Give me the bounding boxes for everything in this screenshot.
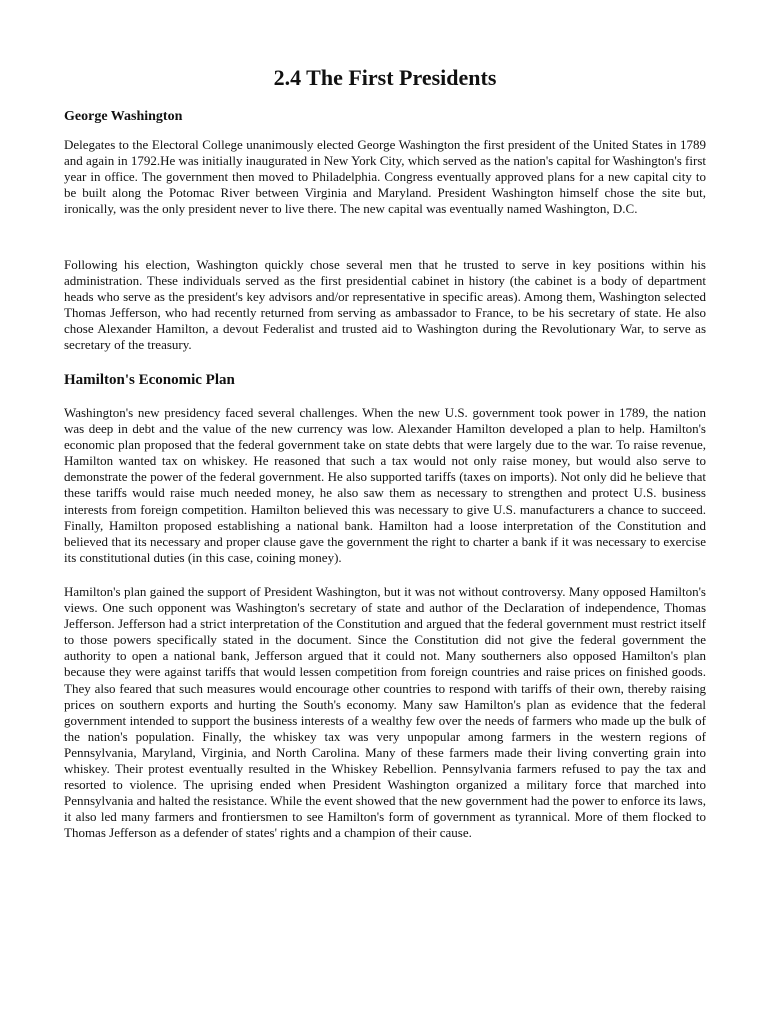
page-title: 2.4 The First Presidents	[273, 65, 497, 90]
paragraph-hamilton-1: Washington's new presidency faced several challenges. When the new U.S. government took power in 1789, the nation was deep in debt and the value of the new currency was low. Alexander Hamilton developed a plan to help. Hamilton's economic plan proposed that the federal government take on state debts that were largely due to the war. To raise revenue, Hamilton wanted tax on whiskey. He reasoned that such a tax would not only raise money, but would also serve to demonstrate the power of the federal government. He also supported tariffs (taxes on imports). Not only did he believe that these tariffs would raise much needed money, he also saw them as necessary to strengthen and protect U.S. business interests from foreign competition. Hamilton believed this was necessary to give U.S. manufacturers a chance to succeed. Finally, Hamilton proposed establishing a national bank. Hamilton had a loose interpretation of the Constitution and believed that its necessary and proper clause gave the government the right to charter a bank if it was necessary to exercise its constitutional duties (in this case, coining money).	[64, 405, 706, 565]
section-heading-hamilton: Hamilton's Economic Plan	[64, 372, 235, 388]
paragraph-washington-1: Delegates to the Electoral College unanimously elected George Washington the first president of the United States in 1789 and again in 1792.He was initially inaugurated in New York City, which served as the nation's capital for Washington's first year in office. The government then moved to Philadelphia. Congress eventually approved plans for a new capital city to be built along the Potomac River between Virginia and Maryland. President Washington himself chose the site but, ironically, was the only president never to live there. The new capital was eventually named Washington, D.C.	[64, 137, 706, 217]
paragraph-hamilton-2: Hamilton's plan gained the support of President Washington, but it was not without controversy. Many opposed Hamilton's views. One such opponent was Washington's secretary of state and author of the Declaration of independence, Thomas Jefferson. Jefferson had a strict interpretation of the Constitution and argued that the federal government must restrict itself to those powers specifically stated in the document. Since the Constitution did not give the federal government the authority to open a national bank, Jefferson argued that it could not. Many southerners also opposed Hamilton's plan because they were against tariffs that would lessen competition from foreign countries and raise prices on finished goods. They also feared that such measures would encourage other countries to respond with tariffs of their own, thereby raising prices on southern exports and hurting the South's economy. Many saw Hamilton's plan as evidence that the federal government intended to support the business interests of a wealthy few over the needs of farmers who made up the bulk of the nation's population. Finally, the whiskey tax was very unpopular among farmers in the western regions of Pennsylvania, Maryland, Virginia, and North Carolina. Many of these farmers made their living converting grain into whiskey. Their protest eventually resulted in the Whiskey Rebellion. Pennsylvania farmers refused to pay the tax and resorted to violence. The uprising ended when President Washington organized a military force that marched into Pennsylvania and halted the resistance. While the event showed that the new government had the power to enforce its laws, it also led many farmers and frontiersmen to see Hamilton's form of government as tyrannical. More of them flocked to Thomas Jefferson as a defender of states' rights and a champion of their cause.	[64, 584, 706, 841]
paragraph-washington-2: Following his election, Washington quickly chose several men that he trusted to serve in key positions within his administration. These individuals served as the first presidential cabinet in history (the cabinet is a body of department heads who serve as the president's key advisors and/or representative in specific areas). Among them, Washington selected Thomas Jefferson, who had recently returned from serving as ambassador to France, to be his secretary of state. He also chose Alexander Hamilton, a devout Federalist and trusted aid to Washington during the Revolutionary War, to serve as secretary of the treasury.	[64, 257, 706, 353]
section-heading-washington: George Washington	[64, 109, 183, 124]
